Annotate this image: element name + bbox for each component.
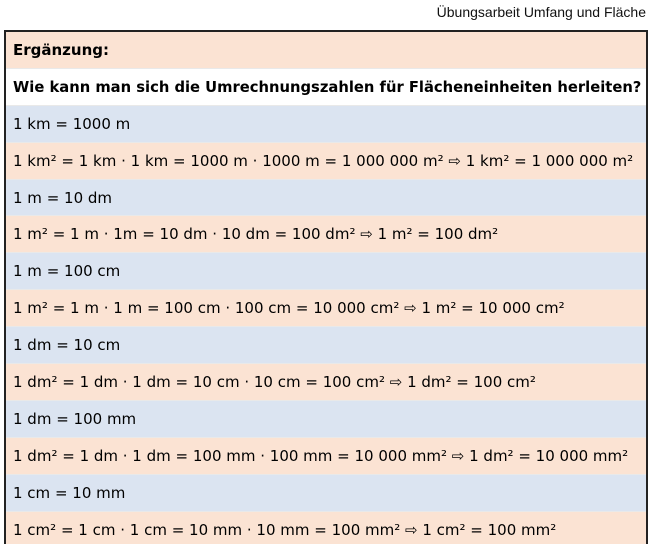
table-row (6, 69, 646, 106)
table-row (6, 106, 646, 143)
row-text: 1 m = 10 dm (13, 188, 113, 207)
row-text: 1 km² = 1 km · 1 km = 1000 m · 1000 m = 1 000 000 m² ⇨ 1 km² = 1 000 000 m² (13, 151, 634, 170)
row-text: 1 cm = 10 mm (13, 483, 126, 502)
conversion-table (4, 30, 648, 544)
table-row (6, 180, 646, 217)
header-title: Übungsarbeit Umfang und Fläche (436, 4, 646, 20)
table-row (6, 364, 646, 401)
table-row (6, 216, 646, 253)
row-text: 1 dm² = 1 dm · 1 dm = 10 cm · 10 cm = 100 cm² ⇨ 1 dm² = 100 cm² (13, 372, 536, 391)
row-text: 1 dm = 10 cm (13, 336, 121, 355)
table-row (6, 290, 646, 327)
table-row (6, 143, 646, 180)
table-row (6, 475, 646, 512)
table-row (6, 32, 646, 69)
table-row (6, 438, 646, 475)
table-row (6, 401, 646, 438)
row-text: Ergänzung: (13, 40, 110, 59)
row-text: 1 dm = 100 mm (13, 409, 137, 428)
table-row (6, 253, 646, 290)
row-text: 1 m = 100 cm (13, 262, 121, 281)
table-row (6, 512, 646, 544)
row-text: 1 m² = 1 m · 1 m = 100 cm · 100 cm = 10 000 cm² ⇨ 1 m² = 10 000 cm² (13, 299, 565, 318)
row-text: 1 km = 1000 m (13, 114, 131, 133)
row-text: 1 cm² = 1 cm · 1 cm = 10 mm · 10 mm = 100 mm² ⇨ 1 cm² = 100 mm² (13, 521, 557, 540)
row-text: 1 dm² = 1 dm · 1 dm = 100 mm · 100 mm = 10 000 mm² ⇨ 1 dm² = 10 000 mm² (13, 446, 629, 465)
row-text: 1 m² = 1 m · 1m = 10 dm · 10 dm = 100 dm² ⇨ 1 m² = 100 dm² (13, 225, 499, 244)
row-text: Wie kann man sich die Umrechnungszahlen für Flächeneinheiten herleiten? (13, 77, 642, 96)
table-row (6, 327, 646, 364)
